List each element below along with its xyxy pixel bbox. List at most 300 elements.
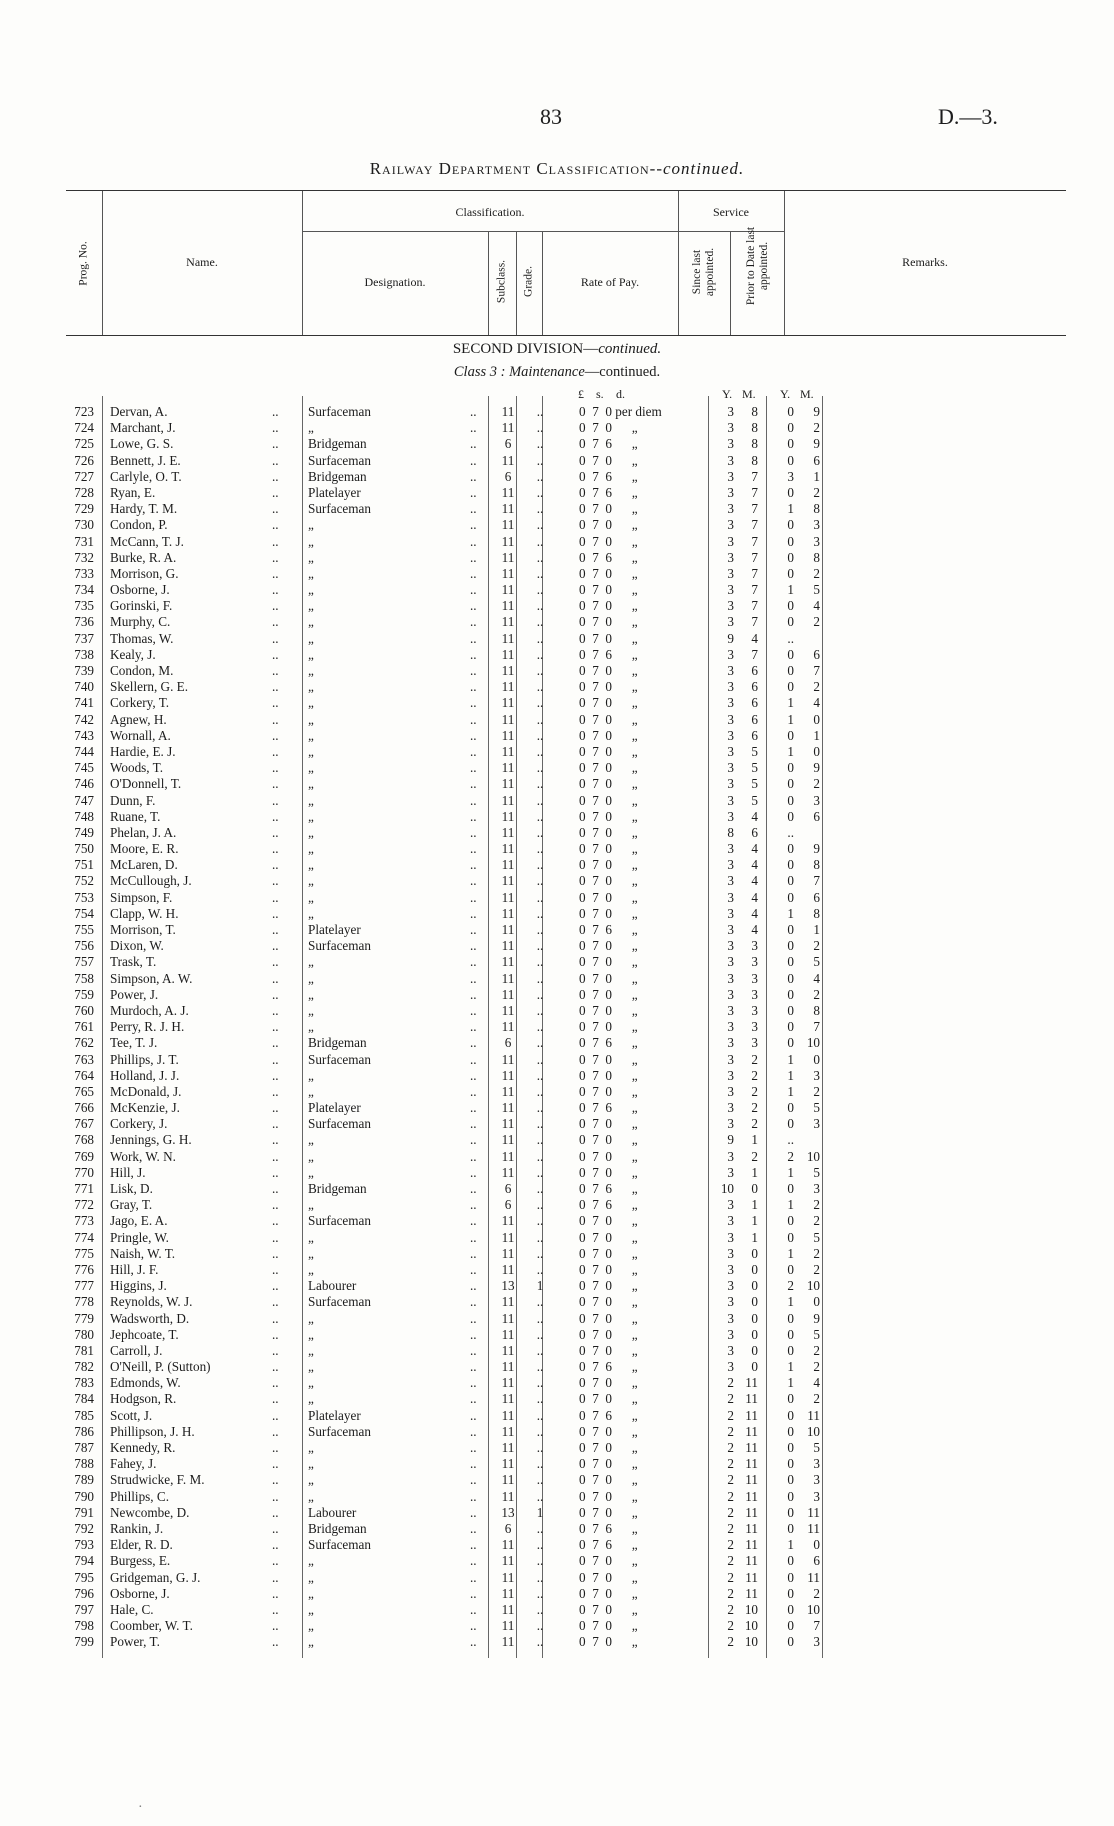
prog-no-cell: 786: [74, 1423, 94, 1439]
leader-dots: ..: [470, 1423, 477, 1439]
unit-pound: £: [578, 387, 584, 401]
header-since-last: Since last appointed.: [691, 247, 716, 297]
prog-no-cell: 747: [74, 792, 94, 808]
name-cell: Ruane, T.: [110, 808, 161, 824]
name-cell: Trask, T.: [110, 954, 157, 970]
grade-cell: ..: [536, 646, 544, 662]
since-years-cell: 9: [727, 630, 734, 646]
designation-cell: „: [308, 1310, 314, 1326]
grade-cell: ..: [536, 1132, 544, 1148]
prog-no-cell: 795: [74, 1569, 94, 1585]
leader-dots: ..: [272, 614, 279, 630]
prior-years-cell: 0: [787, 517, 794, 533]
since-years-cell: 3: [727, 695, 734, 711]
rate-cell: 0 7 0 „: [579, 1002, 638, 1018]
table-row: [0, 1052, 1114, 1068]
leader-dots: ..: [272, 873, 279, 889]
since-years-cell: 3: [727, 986, 734, 1002]
since-years-cell: 2: [727, 1488, 734, 1504]
name-cell: Strudwicke, F. M.: [110, 1472, 205, 1488]
designation-cell: „: [308, 1634, 314, 1650]
subclass-cell: 11: [501, 1553, 515, 1569]
unit-since-months: M.: [742, 387, 756, 401]
leader-dots: ..: [470, 954, 477, 970]
prior-years-cell: 0: [787, 1553, 794, 1569]
prior-years-cell: 0: [787, 1100, 794, 1116]
name-cell: O'Neill, P. (Sutton): [110, 1359, 211, 1375]
rate-cell: 0 7 0 „: [579, 452, 638, 468]
leader-dots: ..: [470, 1472, 477, 1488]
designation-cell: „: [308, 1585, 314, 1601]
name-cell: Agnew, H.: [110, 711, 167, 727]
grade-cell: ..: [536, 1553, 544, 1569]
since-years-cell: 2: [727, 1391, 734, 1407]
grade-cell: ..: [536, 630, 544, 646]
since-months-cell: 3: [751, 1019, 758, 1035]
name-cell: Osborne, J.: [110, 1585, 170, 1601]
table-row: [0, 906, 1114, 922]
grade-cell: ..: [536, 484, 544, 500]
leader-dots: ..: [272, 1164, 279, 1180]
grade-cell: ..: [536, 501, 544, 517]
prog-no-cell: 790: [74, 1488, 94, 1504]
prior-months-cell: 2: [813, 614, 820, 630]
subclass-cell: 11: [501, 549, 515, 565]
table-row: [0, 760, 1114, 776]
name-cell: Kealy, J.: [110, 646, 156, 662]
prior-years-cell: 3: [787, 468, 794, 484]
leader-dots: ..: [272, 808, 279, 824]
prog-no-cell: 776: [74, 1261, 94, 1277]
since-months-cell: 6: [751, 679, 758, 695]
table-row: [0, 1246, 1114, 1262]
table-row: [0, 453, 1114, 469]
designation-cell: „: [308, 711, 314, 727]
leader-dots: ..: [470, 1504, 477, 1520]
prior-months-cell: 6: [813, 646, 820, 662]
grade-cell: ..: [536, 954, 544, 970]
prog-no-cell: 753: [74, 889, 94, 905]
subclass-cell: 11: [501, 565, 515, 581]
table-row: [0, 614, 1114, 630]
prior-years-cell: 0: [787, 922, 794, 937]
since-months-cell: 3: [751, 954, 758, 970]
prior-months-cell: 2: [813, 1261, 820, 1277]
grade-cell: ..: [536, 1181, 544, 1196]
leader-dots: ..: [470, 905, 477, 921]
page-speck: ·: [138, 1800, 143, 1815]
prior-years-cell: 0: [787, 1601, 794, 1617]
leader-dots: ..: [272, 1019, 279, 1035]
since-months-cell: 8: [751, 404, 758, 419]
leader-dots: ..: [272, 1229, 279, 1245]
designation-cell: „: [308, 1569, 314, 1585]
since-years-cell: 3: [727, 905, 734, 921]
prog-no-cell: 792: [74, 1520, 94, 1536]
prior-years-cell: 0: [787, 1634, 794, 1650]
name-cell: Murphy, C.: [110, 614, 171, 630]
unit-prior-months: M.: [800, 387, 814, 401]
rate-cell: 0 7 0 „: [579, 695, 638, 711]
subclass-cell: 11: [501, 1423, 515, 1439]
header-remarks: Remarks.: [902, 255, 948, 269]
prog-no-cell: 785: [74, 1407, 94, 1423]
rate-cell: 0 7 0 „: [579, 986, 638, 1002]
prog-no-cell: 729: [74, 501, 94, 517]
rate-cell: 0 7 0 „: [579, 1164, 638, 1180]
since-years-cell: 3: [727, 598, 734, 614]
unit-since-years: Y.: [722, 387, 733, 401]
prior-years-cell: 0: [787, 986, 794, 1002]
name-cell: Hill, J.: [110, 1164, 146, 1180]
prog-no-cell: 740: [74, 679, 94, 695]
rate-cell: 0 7 0 „: [579, 824, 638, 840]
name-cell: Hardy, T. M.: [110, 501, 178, 517]
since-years-cell: 3: [727, 776, 734, 792]
rate-cell: 0 7 0 „: [579, 727, 638, 743]
name-cell: Moore, E. R.: [110, 841, 179, 857]
designation-cell: „: [308, 1067, 314, 1083]
name-cell: Lowe, G. S.: [110, 436, 174, 452]
rate-cell: 0 7 0 „: [579, 1342, 638, 1358]
since-months-cell: 1: [751, 1197, 758, 1213]
rate-cell: 0 7 0 „: [579, 841, 638, 857]
designation-cell: „: [308, 824, 314, 840]
designation-cell: „: [308, 1472, 314, 1488]
table-row: [0, 598, 1114, 614]
leader-dots: ..: [470, 1278, 477, 1294]
rate-cell: 0 7 0 „: [579, 663, 638, 678]
leader-dots: ..: [272, 1002, 279, 1018]
since-months-cell: 7: [751, 565, 758, 581]
prog-no-cell: 783: [74, 1375, 94, 1391]
since-years-cell: 3: [727, 1342, 734, 1358]
prog-no-cell: 726: [74, 452, 94, 468]
prior-years-cell: 0: [787, 404, 794, 419]
since-years-cell: 3: [727, 614, 734, 630]
prior-years-cell: 1: [787, 1051, 794, 1067]
prog-no-cell: 763: [74, 1051, 94, 1067]
grade-cell: ..: [536, 760, 544, 776]
name-cell: Higgins, J.: [110, 1278, 167, 1294]
leader-dots: ..: [470, 938, 477, 954]
designation-cell: „: [308, 889, 314, 905]
prior-months-cell: 3: [813, 1456, 820, 1472]
header-rate-of-pay: Rate of Pay.: [580, 275, 640, 289]
header-rule: [488, 231, 489, 335]
subclass-cell: 11: [501, 938, 515, 954]
subclass-cell: 11: [501, 663, 515, 678]
since-years-cell: 3: [727, 1197, 734, 1213]
leader-dots: ..: [470, 1553, 477, 1569]
name-cell: Thomas, W.: [110, 630, 174, 646]
leader-dots: ..: [272, 1278, 279, 1294]
name-cell: Reynolds, W. J.: [110, 1294, 193, 1310]
prior-years-cell: 0: [787, 776, 794, 792]
leader-dots: ..: [272, 452, 279, 468]
since-months-cell: 11: [745, 1585, 758, 1601]
subclass-cell: 11: [501, 954, 515, 970]
since-months-cell: 8: [751, 420, 758, 436]
prog-no-cell: 777: [74, 1278, 94, 1294]
subclass-cell: 11: [501, 1326, 515, 1342]
prog-no-cell: 738: [74, 646, 94, 662]
designation-cell: Surfaceman: [308, 1116, 371, 1132]
table-row: [0, 550, 1114, 566]
section-class: [0, 364, 1114, 381]
prior-months-cell: 6: [813, 889, 820, 905]
grade-cell: ..: [536, 1618, 544, 1634]
prior-years-cell: 0: [787, 1504, 794, 1520]
rate-cell: 0 7 0 „: [579, 1213, 638, 1229]
grade-cell: ..: [536, 1294, 544, 1310]
since-years-cell: 9: [727, 1132, 734, 1148]
prog-no-cell: 778: [74, 1294, 94, 1310]
leader-dots: ..: [470, 1181, 477, 1196]
designation-cell: „: [308, 1456, 314, 1472]
leader-dots: ..: [470, 1261, 477, 1277]
prior-months-cell: 2: [813, 1342, 820, 1358]
rate-cell: 0 7 0 „: [579, 1245, 638, 1261]
leader-dots: ..: [470, 970, 477, 986]
prior-years-cell: 0: [787, 1002, 794, 1018]
table-row: [0, 1278, 1114, 1294]
rate-cell: 0 7 0 „: [579, 1375, 638, 1391]
prog-no-cell: 730: [74, 517, 94, 533]
subclass-cell: 11: [501, 1100, 515, 1116]
grade-cell: ..: [536, 727, 544, 743]
leader-dots: ..: [470, 1213, 477, 1229]
table-row: [0, 873, 1114, 889]
rate-cell: 0 7 0 „: [579, 711, 638, 727]
leader-dots: ..: [272, 420, 279, 436]
subclass-cell: 11: [501, 1407, 515, 1423]
subclass-cell: 11: [501, 501, 515, 517]
since-months-cell: 11: [745, 1537, 758, 1553]
subclass-cell: 11: [501, 695, 515, 711]
prior-years-cell: 0: [787, 1310, 794, 1326]
prog-no-cell: 741: [74, 695, 94, 711]
table-row: [0, 582, 1114, 598]
name-cell: Condon, M.: [110, 663, 174, 678]
rate-cell: 0 7 0 „: [579, 1585, 638, 1601]
since-months-cell: 7: [751, 501, 758, 517]
since-months-cell: 8: [751, 452, 758, 468]
leader-dots: ..: [470, 808, 477, 824]
subclass-cell: 6: [504, 468, 512, 484]
rate-cell: 0 7 0 „: [579, 1553, 638, 1569]
prior-years-cell: 0: [787, 857, 794, 873]
since-years-cell: 2: [727, 1456, 734, 1472]
designation-cell: Surfaceman: [308, 452, 371, 468]
name-cell: Burgess, E.: [110, 1553, 171, 1569]
since-years-cell: 2: [727, 1618, 734, 1634]
leader-dots: ..: [272, 1197, 279, 1213]
prog-no-cell: 755: [74, 922, 94, 937]
since-years-cell: 3: [727, 841, 734, 857]
since-months-cell: 0: [751, 1261, 758, 1277]
since-months-cell: 1: [751, 1132, 758, 1148]
prior-years-cell: 0: [787, 954, 794, 970]
prior-years-cell: 2: [787, 1148, 794, 1164]
prior-years-cell: 0: [787, 938, 794, 954]
since-months-cell: 7: [751, 646, 758, 662]
grade-cell: ..: [536, 1067, 544, 1083]
leader-dots: ..: [272, 679, 279, 695]
leader-dots: ..: [470, 695, 477, 711]
rate-cell: 0 7 6 „: [579, 1197, 638, 1213]
since-months-cell: 1: [751, 1213, 758, 1229]
leader-dots: ..: [272, 1181, 279, 1196]
since-months-cell: 5: [751, 743, 758, 759]
rate-cell: 0 7 0 „: [579, 1488, 638, 1504]
class-continued: —continued.: [584, 364, 661, 380]
subclass-cell: 11: [501, 1375, 515, 1391]
table-row: [0, 776, 1114, 792]
rate-cell: 0 7 0 „: [579, 1116, 638, 1132]
subclass-cell: 11: [501, 905, 515, 921]
designation-cell: „: [308, 1132, 314, 1148]
designation-cell: „: [308, 1391, 314, 1407]
prior-years-cell: ..: [787, 1132, 794, 1148]
leader-dots: ..: [272, 1326, 279, 1342]
table-row: [0, 1424, 1114, 1440]
leader-dots: ..: [272, 1537, 279, 1553]
prog-no-cell: 796: [74, 1585, 94, 1601]
leader-dots: ..: [470, 857, 477, 873]
since-months-cell: 4: [751, 889, 758, 905]
table-body: [0, 404, 1114, 1650]
grade-cell: ..: [536, 938, 544, 954]
designation-cell: „: [308, 646, 314, 662]
subclass-cell: 11: [501, 1537, 515, 1553]
subclass-cell: 11: [501, 841, 515, 857]
prior-years-cell: 0: [787, 808, 794, 824]
title-continued: continued.: [663, 159, 745, 178]
designation-cell: Labourer: [308, 1504, 357, 1520]
since-years-cell: 3: [727, 938, 734, 954]
prior-months-cell: 4: [813, 970, 820, 986]
rate-cell: 0 7 0 „: [579, 517, 638, 533]
grade-cell: ..: [536, 468, 544, 484]
table-row: [0, 1537, 1114, 1553]
unit-prior-years: Y.: [780, 387, 791, 401]
subclass-cell: 13: [501, 1504, 515, 1520]
designation-cell: „: [308, 549, 314, 565]
prior-months-cell: 11: [807, 1520, 820, 1536]
prior-years-cell: 0: [787, 1019, 794, 1035]
designation-cell: Bridgeman: [308, 468, 367, 484]
leader-dots: ..: [272, 1569, 279, 1585]
subclass-cell: 6: [504, 1035, 512, 1051]
rate-cell: 0 7 0 „: [579, 1618, 638, 1634]
prog-no-cell: 723: [74, 404, 94, 419]
leader-dots: ..: [470, 468, 477, 484]
prior-months-cell: 2: [813, 1391, 820, 1407]
prog-no-cell: 756: [74, 938, 94, 954]
rate-cell: 0 7 0 „: [579, 889, 638, 905]
leader-dots: ..: [272, 1618, 279, 1634]
prog-no-cell: 767: [74, 1116, 94, 1132]
leader-dots: ..: [272, 1245, 279, 1261]
unit-shilling: s.: [596, 387, 604, 401]
rate-cell: 0 7 0 „: [579, 1472, 638, 1488]
leader-dots: ..: [470, 436, 477, 452]
subclass-cell: 11: [501, 1310, 515, 1326]
rate-cell: 0 7 6 „: [579, 1537, 638, 1553]
since-months-cell: 5: [751, 776, 758, 792]
leader-dots: ..: [272, 1083, 279, 1099]
designation-cell: Surfaceman: [308, 1051, 371, 1067]
designation-cell: „: [308, 420, 314, 436]
grade-cell: ..: [536, 1035, 544, 1051]
leader-dots: ..: [470, 1164, 477, 1180]
table-row: [0, 534, 1114, 550]
since-months-cell: 4: [751, 841, 758, 857]
subclass-cell: 11: [501, 857, 515, 873]
table-header: [66, 190, 1066, 336]
prior-months-cell: 0: [813, 743, 820, 759]
grade-cell: ..: [536, 1585, 544, 1601]
leader-dots: ..: [470, 549, 477, 565]
division-label: SECOND DIVISION—: [452, 341, 599, 357]
grade-cell: ..: [536, 1601, 544, 1617]
since-months-cell: 11: [745, 1440, 758, 1455]
name-cell: Burke, R. A.: [110, 549, 177, 565]
since-months-cell: 0: [751, 1294, 758, 1310]
rate-cell: 0 7 0 „: [579, 857, 638, 873]
name-cell: Phelan, J. A.: [110, 824, 177, 840]
designation-cell: „: [308, 727, 314, 743]
grade-cell: ..: [536, 1569, 544, 1585]
prior-years-cell: 1: [787, 1294, 794, 1310]
grade-cell: ..: [536, 436, 544, 452]
table-row: [0, 1311, 1114, 1327]
subclass-cell: 11: [501, 1488, 515, 1504]
since-years-cell: 3: [727, 1278, 734, 1294]
leader-dots: ..: [272, 695, 279, 711]
since-months-cell: 3: [751, 1002, 758, 1018]
header-classification: Classification.: [455, 205, 525, 219]
grade-cell: ..: [536, 1148, 544, 1164]
subclass-cell: 11: [501, 1472, 515, 1488]
name-cell: Jephcoate, T.: [110, 1326, 179, 1342]
name-cell: Corkery, J.: [110, 1116, 168, 1132]
grade-cell: ..: [536, 1019, 544, 1035]
prior-years-cell: 0: [787, 1488, 794, 1504]
leader-dots: ..: [470, 1440, 477, 1455]
subclass-cell: 11: [501, 598, 515, 614]
prior-years-cell: 0: [787, 1407, 794, 1423]
designation-cell: „: [308, 630, 314, 646]
since-months-cell: 10: [744, 1618, 758, 1634]
prior-years-cell: 1: [787, 582, 794, 598]
leader-dots: ..: [470, 1067, 477, 1083]
leader-dots: ..: [470, 1132, 477, 1148]
leader-dots: ..: [470, 1634, 477, 1650]
prior-months-cell: 6: [813, 452, 820, 468]
subclass-cell: 11: [501, 1391, 515, 1407]
designation-cell: Platelayer: [308, 1100, 361, 1116]
prior-months-cell: 10: [806, 1601, 820, 1617]
since-months-cell: 7: [751, 614, 758, 630]
prior-months-cell: 2: [813, 776, 820, 792]
prog-no-cell: 743: [74, 727, 94, 743]
grade-cell: ..: [536, 857, 544, 873]
since-months-cell: 4: [751, 630, 758, 646]
prog-no-cell: 788: [74, 1456, 94, 1472]
since-years-cell: 3: [727, 565, 734, 581]
